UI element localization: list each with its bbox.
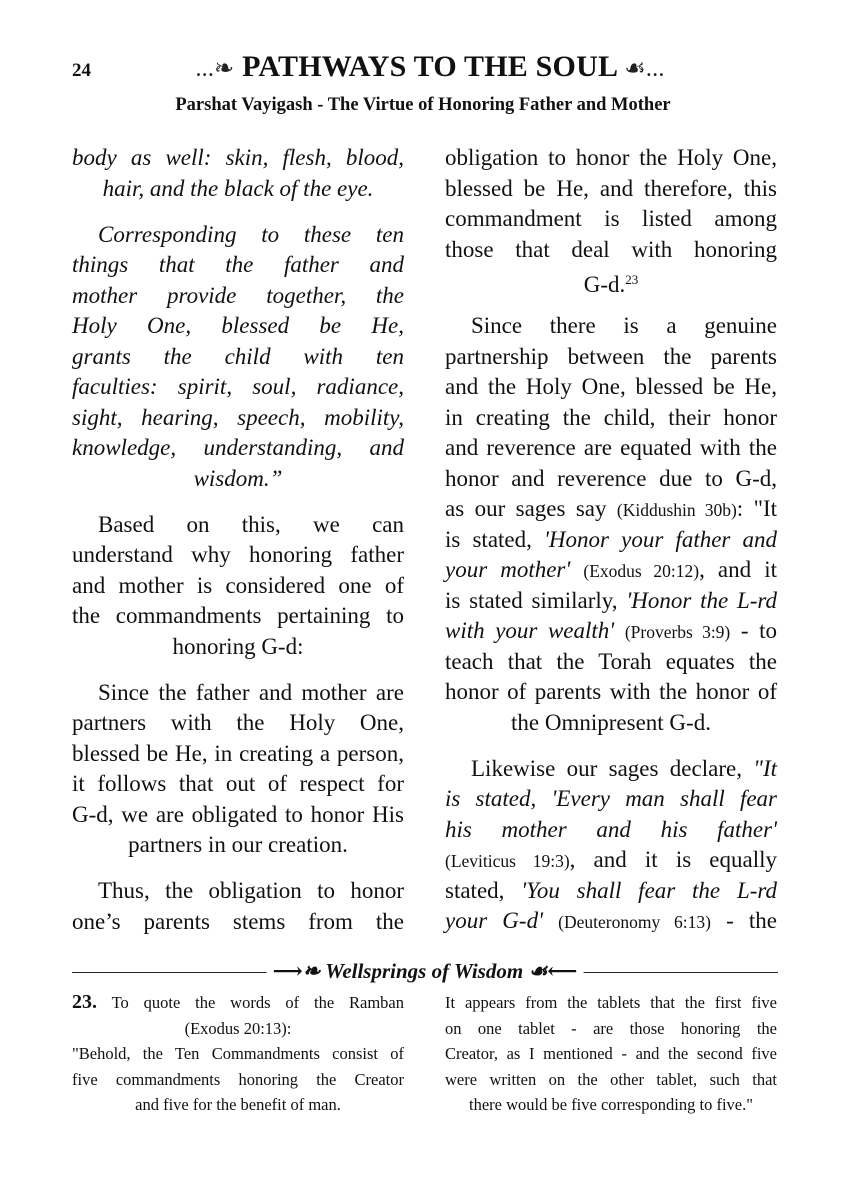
text-line xyxy=(72,433,404,464)
text-span: blessed be He, and therefore, this xyxy=(445,175,777,201)
text-line xyxy=(72,632,404,663)
text-span: mother provide together, the xyxy=(72,282,404,308)
text-span: with your wealth' xyxy=(445,618,625,643)
text-span: is stated similarly, xyxy=(445,587,627,613)
text-line xyxy=(445,555,777,586)
text-line xyxy=(72,907,404,938)
text-line xyxy=(445,372,777,403)
text-line xyxy=(72,678,404,709)
text-line xyxy=(445,403,777,434)
footnote-text: were written on the other tablet, such that xyxy=(445,1069,777,1089)
text-span: in creating the child, their honor xyxy=(445,404,777,430)
text-span: Corresponding to these ten xyxy=(98,221,404,247)
text-line xyxy=(445,464,777,495)
citation: (Proverbs 3:9) xyxy=(624,622,731,642)
text-line xyxy=(72,250,404,281)
footnote-line xyxy=(72,1092,404,1118)
text-line xyxy=(445,311,777,342)
text-line xyxy=(72,143,404,174)
text-span: partners in our creation. xyxy=(128,832,348,857)
footnote-column-right xyxy=(445,990,777,1118)
text-line xyxy=(72,281,404,312)
text-span: your G-d' xyxy=(445,908,559,933)
footnote-line xyxy=(445,1067,777,1093)
text-span: as our sages say xyxy=(445,496,617,521)
text-line xyxy=(445,876,777,907)
footnote-column-left xyxy=(72,990,404,1118)
paragraph xyxy=(72,143,404,204)
text-line xyxy=(445,143,777,174)
text-line xyxy=(445,586,777,617)
text-span: honor and reverence due to G-d, xyxy=(445,465,777,491)
footnote-section-title xyxy=(267,958,584,984)
text-span: Holy One, blessed be He, xyxy=(72,313,404,338)
citation: (Leviticus 19:3) xyxy=(445,851,570,871)
text-span: and mother is considered one of xyxy=(72,572,404,598)
citation: (Exodus 20:12) xyxy=(583,561,700,581)
text-span: those that deal with honoring xyxy=(445,236,777,262)
footnote-text: It appears from the tablets that the first five xyxy=(445,993,777,1012)
text-span: is stated, xyxy=(445,526,545,552)
paragraph xyxy=(445,143,777,296)
text-span: it follows that out of respect for xyxy=(72,771,404,796)
footnote-line xyxy=(72,1016,404,1042)
body-column-left xyxy=(72,143,404,953)
text-line xyxy=(445,815,777,846)
text-span: - the xyxy=(710,908,777,933)
text-line xyxy=(72,800,404,831)
text-line xyxy=(72,571,404,602)
text-line xyxy=(72,708,404,739)
text-span: Thus, the obligation to honor xyxy=(98,878,404,903)
text-span: 'Honor the L-rd xyxy=(626,587,777,613)
text-span: teach that the Torah equates the xyxy=(445,648,777,674)
text-span: faculties: spirit, soul, radiance, xyxy=(72,374,404,399)
text-span: and reverence are equated with the xyxy=(445,435,777,460)
ornament-right-icon: ☙... xyxy=(624,56,665,82)
text-line xyxy=(72,403,404,434)
text-span: your mother' xyxy=(445,557,584,582)
text-span: hair, and the black of the eye. xyxy=(102,175,374,201)
text-line xyxy=(72,601,404,632)
text-span: the Omnipresent G-d. xyxy=(511,709,711,735)
ornament-left-icon: ⟶❧ xyxy=(272,959,321,983)
text-span: Likewise our sages declare, xyxy=(471,755,754,781)
paragraph xyxy=(72,876,404,937)
text-line xyxy=(72,220,404,251)
footnote-line xyxy=(72,990,404,1016)
footnote-line xyxy=(445,1092,777,1118)
text-line xyxy=(72,769,404,800)
text-span: partnership between the parents xyxy=(445,343,777,369)
body-column-right xyxy=(445,143,777,952)
text-line xyxy=(445,525,777,556)
paragraph xyxy=(445,754,777,937)
text-span: commandment is listed among xyxy=(445,206,777,231)
text-span: - to xyxy=(730,618,777,643)
section-title-text: Wellsprings of Wisdom xyxy=(325,959,524,983)
paragraph xyxy=(72,220,404,495)
text-line xyxy=(72,540,404,571)
citation: (Kiddushin 30b) xyxy=(616,500,737,520)
paragraph xyxy=(445,311,777,738)
text-span: his mother and his father' xyxy=(445,816,777,842)
footnote-text: on one tablet - are those honoring the xyxy=(445,1018,777,1038)
text-span: honoring G-d: xyxy=(172,633,304,659)
footnote-number: 23. xyxy=(72,991,97,1013)
text-span: body as well: skin, flesh, blood, xyxy=(72,145,404,170)
text-line xyxy=(445,845,777,876)
text-line xyxy=(72,342,404,373)
footnote-text: To quote the words of the Ramban xyxy=(111,993,405,1012)
text-span: stated, xyxy=(445,877,522,903)
book-title: PATHWAYS TO THE SOUL xyxy=(242,50,617,83)
text-line xyxy=(445,754,777,785)
text-line xyxy=(72,311,404,342)
footnote-line xyxy=(445,990,777,1016)
footnote-text: five commandments honoring the Creator xyxy=(72,1069,404,1089)
text-line xyxy=(72,510,404,541)
text-line xyxy=(445,174,777,205)
footnote-line xyxy=(72,1067,404,1093)
text-line xyxy=(445,342,777,373)
text-span: knowledge, understanding, and xyxy=(72,435,404,460)
text-line xyxy=(72,830,404,861)
text-span: Since there is a genuine xyxy=(471,313,777,338)
text-line xyxy=(445,906,777,937)
text-line xyxy=(72,876,404,907)
text-span: , and it is equally xyxy=(569,847,777,872)
text-span: 'You shall fear the L-rd xyxy=(521,877,777,903)
text-line xyxy=(445,647,777,678)
ornament-left-icon: ...❧ xyxy=(195,56,235,82)
text-span: wisdom.” xyxy=(193,465,283,491)
text-line xyxy=(445,494,777,525)
text-span: G-d, we are obligated to honor His xyxy=(72,801,404,827)
footnote-text: and five for the benefit of man. xyxy=(135,1095,341,1114)
chapter-subtitle: Parshat Vayigash - The Virtue of Honoring Father and Mother xyxy=(175,95,671,115)
text-span: , and it xyxy=(699,557,777,582)
text-span: and the Holy One, blessed be He, xyxy=(445,374,777,399)
text-line xyxy=(445,204,777,235)
text-line xyxy=(72,739,404,770)
footnote-text: "Behold, the Ten Commandments consist of xyxy=(72,1044,404,1063)
text-span: one’s parents stems from the xyxy=(72,908,404,934)
text-span: sight, hearing, speech, mobility, xyxy=(72,404,404,430)
text-span: blessed be He, in creating a person, xyxy=(72,740,404,766)
text-line xyxy=(72,174,404,205)
text-line xyxy=(72,372,404,403)
citation: (Deuteronomy 6:13) xyxy=(558,912,711,932)
paragraph xyxy=(72,678,404,861)
text-span: partners with the Holy One, xyxy=(72,710,404,735)
text-span: the commandments pertaining to xyxy=(72,603,404,628)
ornament-right-icon: ☙⟵ xyxy=(528,959,578,983)
text-span: honor of parents with the honor of xyxy=(445,679,777,704)
text-span: grants the child with ten xyxy=(72,343,404,369)
text-line xyxy=(445,708,777,739)
footnote-divider xyxy=(72,958,778,988)
footnote-text: (Exodus 20:13): xyxy=(184,1018,292,1038)
text-line xyxy=(445,265,777,296)
text-span: "It xyxy=(753,755,777,781)
text-line xyxy=(72,464,404,495)
text-line xyxy=(445,784,777,815)
text-span: G-d. xyxy=(583,272,626,297)
text-span: obligation to honor the Holy One, xyxy=(445,145,777,170)
text-line xyxy=(445,616,777,647)
running-title xyxy=(120,50,740,84)
text-span: Since the father and mother are xyxy=(98,679,404,705)
page-number: 24 xyxy=(72,60,91,81)
footnote-text: there would be five corresponding to five." xyxy=(469,1095,753,1114)
text-span: 'Honor your father and xyxy=(544,526,777,552)
text-span: understand why honoring father xyxy=(72,542,404,567)
text-span: is stated, 'Every man shall fear xyxy=(445,786,777,811)
text-span: Based on this, we can xyxy=(98,511,404,537)
text-line xyxy=(445,433,777,464)
text-line xyxy=(445,235,777,266)
footnote-text: Creator, as I mentioned - and the second five xyxy=(445,1044,777,1063)
footnote-line xyxy=(72,1041,404,1067)
footnote-line xyxy=(445,1041,777,1067)
paragraph xyxy=(72,510,404,663)
text-line xyxy=(445,677,777,708)
footnote-ref[interactable]: 23 xyxy=(625,272,639,287)
text-span: : "It xyxy=(736,496,778,521)
text-span: things that the father and xyxy=(72,252,404,277)
footnote-line xyxy=(445,1016,777,1042)
